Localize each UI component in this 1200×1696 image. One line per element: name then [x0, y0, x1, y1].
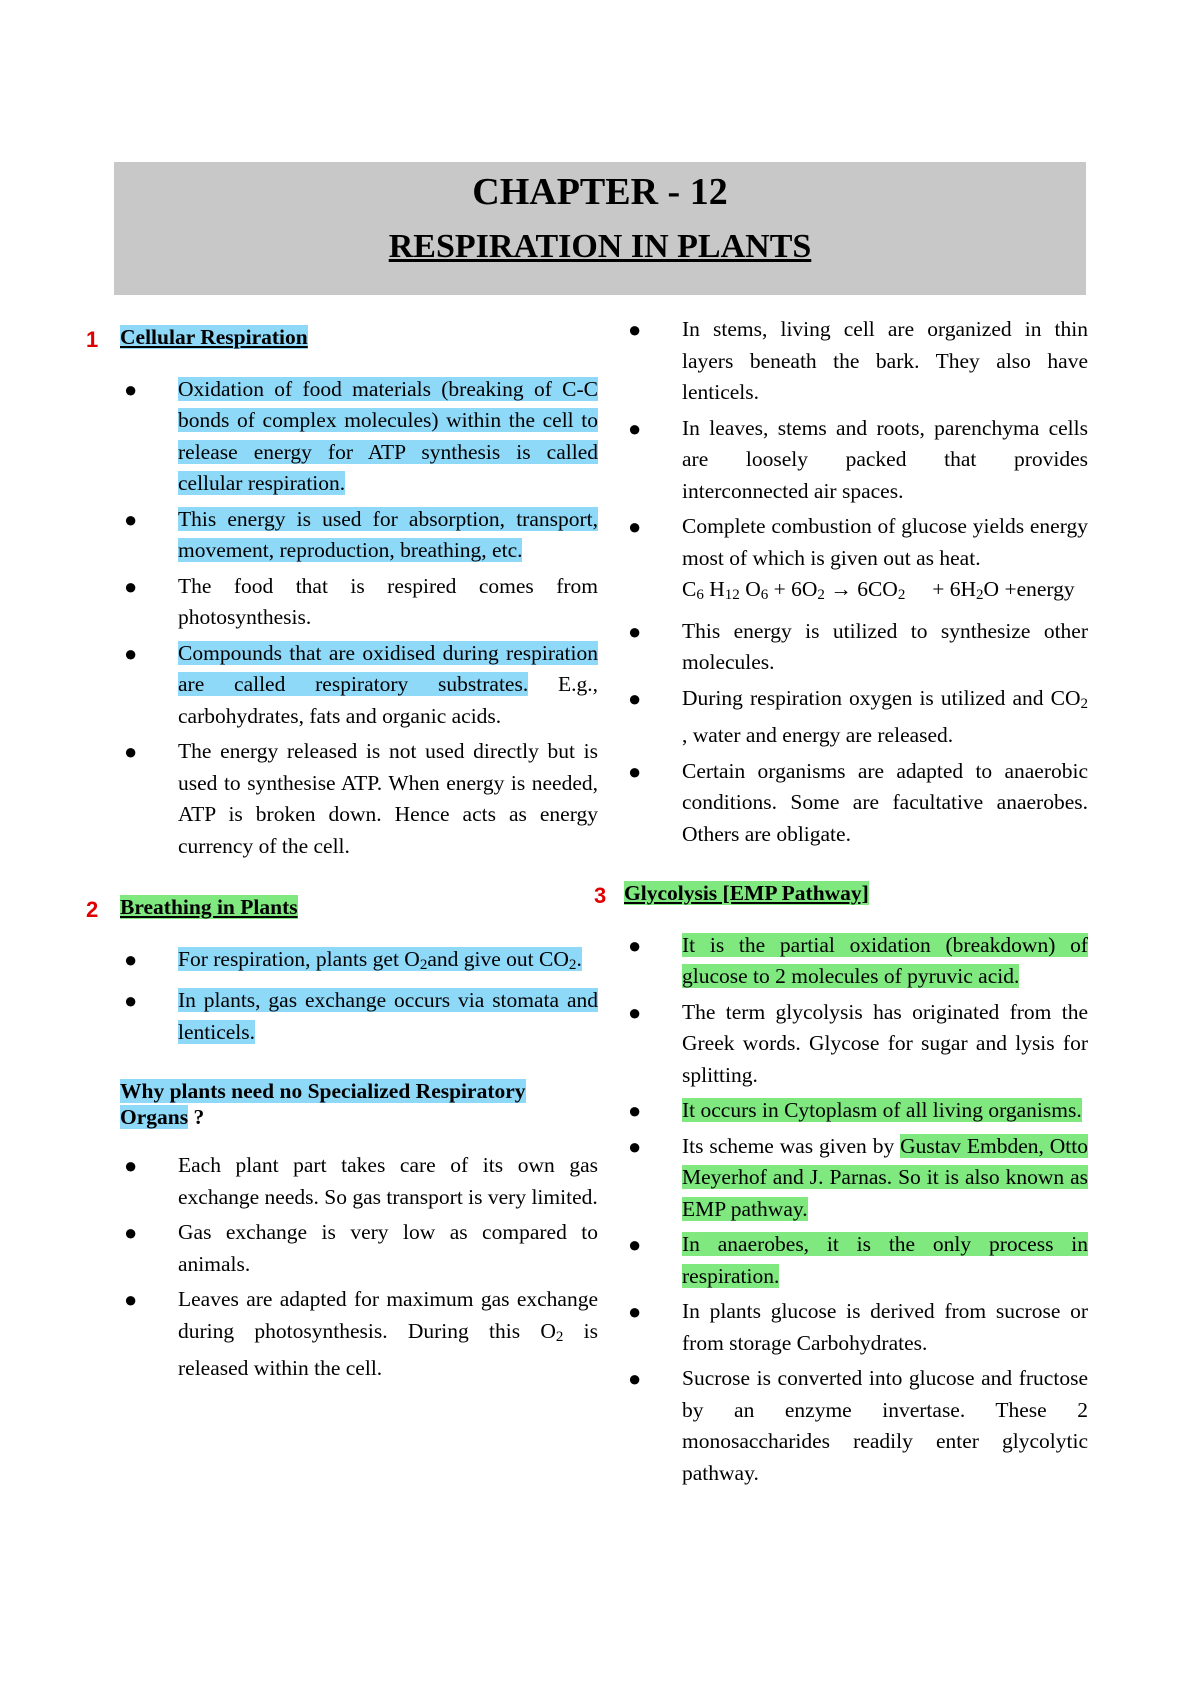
section-number: 1: [86, 327, 99, 352]
item-text: In plants glucose is derived from sucrose or from storage Carbohydrates.: [682, 1299, 1088, 1355]
list-item: [120, 1150, 598, 1213]
bullet-icon: ●: [628, 1133, 642, 1159]
item-text: E.g., carbohydrates, fats and organic acids.: [178, 672, 598, 728]
chapter-number: CHAPTER - 12: [472, 171, 728, 213]
list-item: [120, 504, 598, 567]
item-text: Gustav Embden, Otto Meyerhof and J. Parnas. So it is also known as EMP pathway.: [682, 1133, 1088, 1221]
section-heading-glycolysis: [594, 878, 1088, 910]
item-text: During respiration oxygen is utilized and $CO_2$ , water and energy are released.: [682, 685, 1088, 747]
list-item: [120, 1217, 598, 1280]
subheading-why-no-organs: Why plants need no Specialized Respiratory Organs ?: [120, 1079, 526, 1129]
list-item: [624, 1131, 1088, 1226]
item-text: It occurs in Cytoplasm of all living organisms.: [682, 1098, 1082, 1122]
bullet-icon: ●: [628, 1366, 642, 1391]
bullet-icon: ●: [124, 988, 138, 1013]
item-text: Certain organisms are adapted to anaerobic conditions. Some are facultative anaerobes. Others are obligate.: [682, 758, 1088, 846]
item-text: Gas exchange is very low as compared to animals.: [178, 1220, 598, 1276]
list-item: [624, 616, 1088, 679]
bullet-icon: ●: [628, 1299, 642, 1324]
item-text: In leaves, stems and roots, parenchyma cells are loosely packed that provides interconnected air spaces.: [682, 415, 1088, 503]
section-number: 3: [594, 883, 607, 908]
list-item: [624, 756, 1088, 851]
item-text: This energy is used for absorption, transport, movement, reproduction, breathing, etc.: [178, 506, 598, 562]
bullet-icon: ●: [628, 1232, 642, 1257]
list-item: [624, 683, 1088, 752]
bullet-icon: ●: [124, 1287, 138, 1312]
list-item: [624, 930, 1088, 993]
list-item: [120, 985, 598, 1048]
bullet-icon: ●: [124, 640, 138, 666]
list-item: [120, 1284, 598, 1385]
list-item: [120, 944, 598, 982]
section-title: Glycolysis [EMP Pathway]: [624, 881, 869, 905]
item-text: For respiration, plants get $O_2and$ give out $CO_2$.: [178, 946, 582, 973]
list-item: [120, 571, 598, 634]
bullet-icon: ●: [628, 932, 642, 958]
bullet-icon: ●: [628, 758, 642, 784]
list-item: [624, 511, 1088, 612]
item-text: It is the partial oxidation (breakdown) of glucose to 2 molecules of pyruvic acid.: [682, 932, 1088, 988]
bullet-icon: ●: [124, 1220, 138, 1245]
bullet-icon: ●: [628, 1098, 642, 1123]
item-text: Leaves are adapted for maximum gas exchange during photosynthesis. During this $O_2$ is released within the cell.: [178, 1287, 598, 1380]
item-text: This energy is utilized to synthesize other molecules.: [682, 618, 1088, 674]
bullet-icon: ●: [124, 573, 138, 599]
bullet-icon: ●: [628, 415, 642, 441]
item-text: In stems, living cell are organized in thin layers beneath the bark. They also have lenticels.: [682, 317, 1088, 404]
section-heading-cellular-respiration: [86, 322, 598, 354]
section-heading-breathing: [86, 892, 598, 924]
bullet-icon: ●: [124, 946, 138, 972]
bullet-list: [624, 930, 1088, 1490]
right-column: [594, 314, 1088, 1507]
item-text: The energy released is not used directly but is used to synthesise ATP. When energy is needed, ATP is broken down. Hence acts as energy currency of the cell.: [178, 739, 598, 858]
bullet-icon: ●: [124, 506, 138, 532]
bullet-icon: ●: [628, 514, 642, 539]
section-title: Breathing in Plants: [120, 895, 298, 919]
bullet-list: [120, 944, 598, 1049]
bullet-icon: ●: [628, 618, 642, 644]
section-number: 2: [86, 897, 99, 922]
item-text: Each plant part takes care of its own gas exchange needs. So gas transport is very limited.: [178, 1153, 598, 1209]
item-text: Sucrose is converted into glucose and fructose by an enzyme invertase. These 2 monosaccharides readily enter glycolytic pathway.: [682, 1366, 1088, 1485]
bullet-icon: ●: [628, 999, 642, 1025]
bullet-icon: ●: [628, 317, 642, 342]
item-text: Complete combustion of glucose yields energy most of which is given out as heat.: [682, 514, 1088, 570]
bullet-icon: ●: [124, 739, 138, 764]
list-item: [120, 736, 598, 862]
bullet-icon: ●: [628, 685, 642, 711]
item-text: Oxidation of food materials (breaking of C-C bonds of complex molecules) within the cell to release energy for ATP synthesis is called cellular respiration.: [178, 376, 598, 495]
list-item: [624, 413, 1088, 508]
bullet-list: [120, 374, 598, 863]
item-text: The term glycolysis has originated from the Greek words. Glycose for sugar and lysis for splitting.: [682, 999, 1088, 1087]
list-item: [120, 374, 598, 500]
bullet-list: [120, 1150, 598, 1385]
bullet-icon: ●: [124, 1153, 138, 1178]
equation: $C_6$ $H_{12}$ $O_6 + 6O_2 \to 6CO_2$ + $6H_2O$ +energy: [682, 577, 1075, 603]
list-item: [624, 1296, 1088, 1359]
list-item: [624, 997, 1088, 1092]
section-title: Cellular Respiration: [120, 325, 308, 349]
bullet-icon: ●: [124, 376, 138, 402]
list-item: [624, 1229, 1088, 1292]
bullet-list: [624, 314, 1088, 850]
chapter-header: [114, 162, 1086, 295]
item-text: In anaerobes, it is the only process in respiration.: [682, 1232, 1088, 1288]
left-column: [86, 322, 598, 1403]
item-text: Its scheme was given by: [682, 1133, 901, 1158]
item-text: Compounds that are oxidised during respiration are called respiratory substrates.: [178, 640, 598, 696]
list-item: [624, 1363, 1088, 1489]
chapter-title: RESPIRATION IN PLANTS: [388, 228, 812, 265]
item-text: In plants, gas exchange occurs via stomata and lenticels.: [178, 988, 598, 1044]
item-text: The food that is respired comes from photosynthesis.: [178, 573, 598, 629]
list-item: [624, 314, 1088, 409]
list-item: [120, 638, 598, 733]
list-item: [624, 1095, 1088, 1127]
